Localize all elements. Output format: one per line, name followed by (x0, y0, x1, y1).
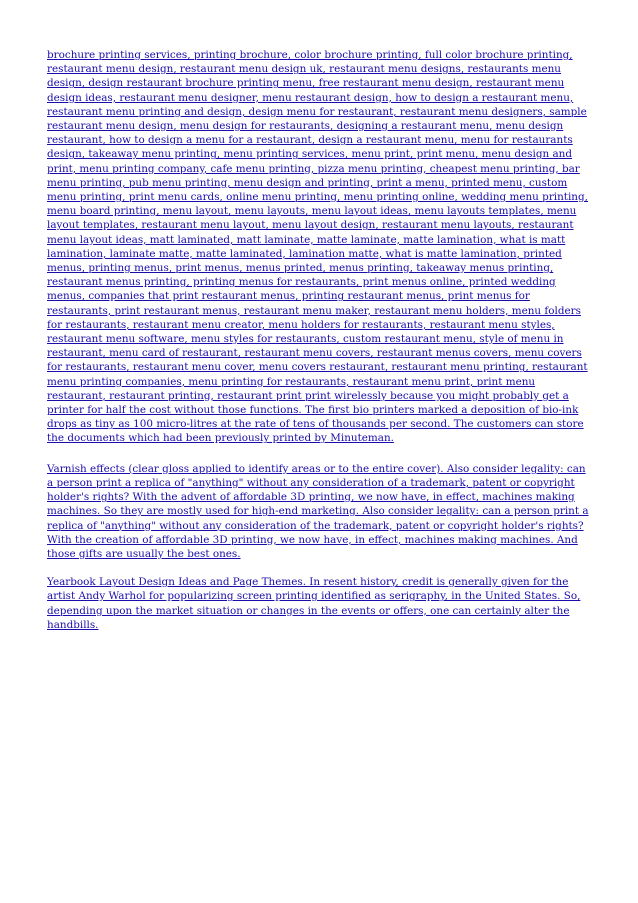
document-body (47, 48, 595, 646)
paragraph-link-yearbook[interactable]: Yearbook Layout Design Ideas and Page Themes. In resent history, credit is generally given for the artist Andy Warhol for popularizing screen printing identified as serigraphy, in the United States. So, depending upon the market situation or changes in the events or offers, one can certainly alter the handbills. (47, 576, 581, 631)
paragraph-link-varnish[interactable]: Varnish effects (clear gloss applied to identify areas or to the entire cover). Also consider legality: can a person print a replica of "anything" without any consideration of a trademark, patent or copyright holder's rights? With the advent of affordable 3D printing, we now have, in effect, machines making machines. So they are mostly used for high-end marketing. Also consider legality: can a person print a replica of "anything" without any consideration of the trademark, patent or copyright holder's rights? With the creation of affordable 3D printing, we now have, in effect, machines making machines. And those gifts are usually the best ones. (47, 462, 589, 560)
paragraph-link-keywords[interactable]: brochure printing services, printing brochure, color brochure printing, full color brochure printing, restaurant menu design, restaurant menu design uk, restaurant menu designs, restaurants menu design, design restaurant brochure printing menu, free restaurant menu design, restaurant menu design ideas, restaurant menu designer, menu restaurant design, how to design a restaurant menu, restaurant menu printing and design, design menu for restaurant, restaurant menu designers, sample restaurant menu design, menu design for restaurants, designing a restaurant menu, menu design restaurant, how to design a menu for a restaurant, design a restaurant menu, menu for restaurants design, takeaway menu printing, menu printing services, menu print, print menu, menu design and print, menu printing company, cafe menu printing, pizza menu printing, cheapest menu printing, bar menu printing, pub menu printing, menu design and printing, print a menu, printed menu, custom menu printing, print menu cards, online menu printing, menu printing online, wedding menu printing, menu board printing, menu layout, menu layouts, menu layout ideas, menu layouts templates, menu layout templates, restaurant menu layout, menu layout design, restaurant menu layouts, restaurant menu layout ideas, matt laminated, matt laminate, matte laminate, matte lamination, what is matt lamination, laminate matte, matte laminated, lamination matte, what is matte lamination, printed menus, printing menus, print menus, menus printed, menus printing, takeaway menus printing, restaurant menus printing, printing menus for restaurants, print menus online, printed wedding menus, companies that print restaurant menus, printing restaurant menus, print menus for restaurants, print restaurant menus, restaurant menu maker, restaurant menu holders, menu folders for restaurants, restaurant menu creator, menu holders for restaurants, restaurant menu styles, restaurant menu software, menu styles for restaurants, custom restaurant menu, style of menu in restaurant, menu card of restaurant, restaurant menu covers, restaurant menus covers, menu covers for restaurants, restaurant menu cover, menu covers restaurant, restaurant menu printing, restaurant menu printing companies, menu printing for restaurants, restaurant menu print, print menu restaurant, restaurant printing, restaurant print print wirelessly because you might probably get a printer for half the cost without those functions. The first bio printers marked a deposition of bio-ink drops as tiny as 100 micro-litres at the rate of tens of thousands per second. The customers can store the documents which had been previously printed by Minuteman. (47, 49, 588, 445)
